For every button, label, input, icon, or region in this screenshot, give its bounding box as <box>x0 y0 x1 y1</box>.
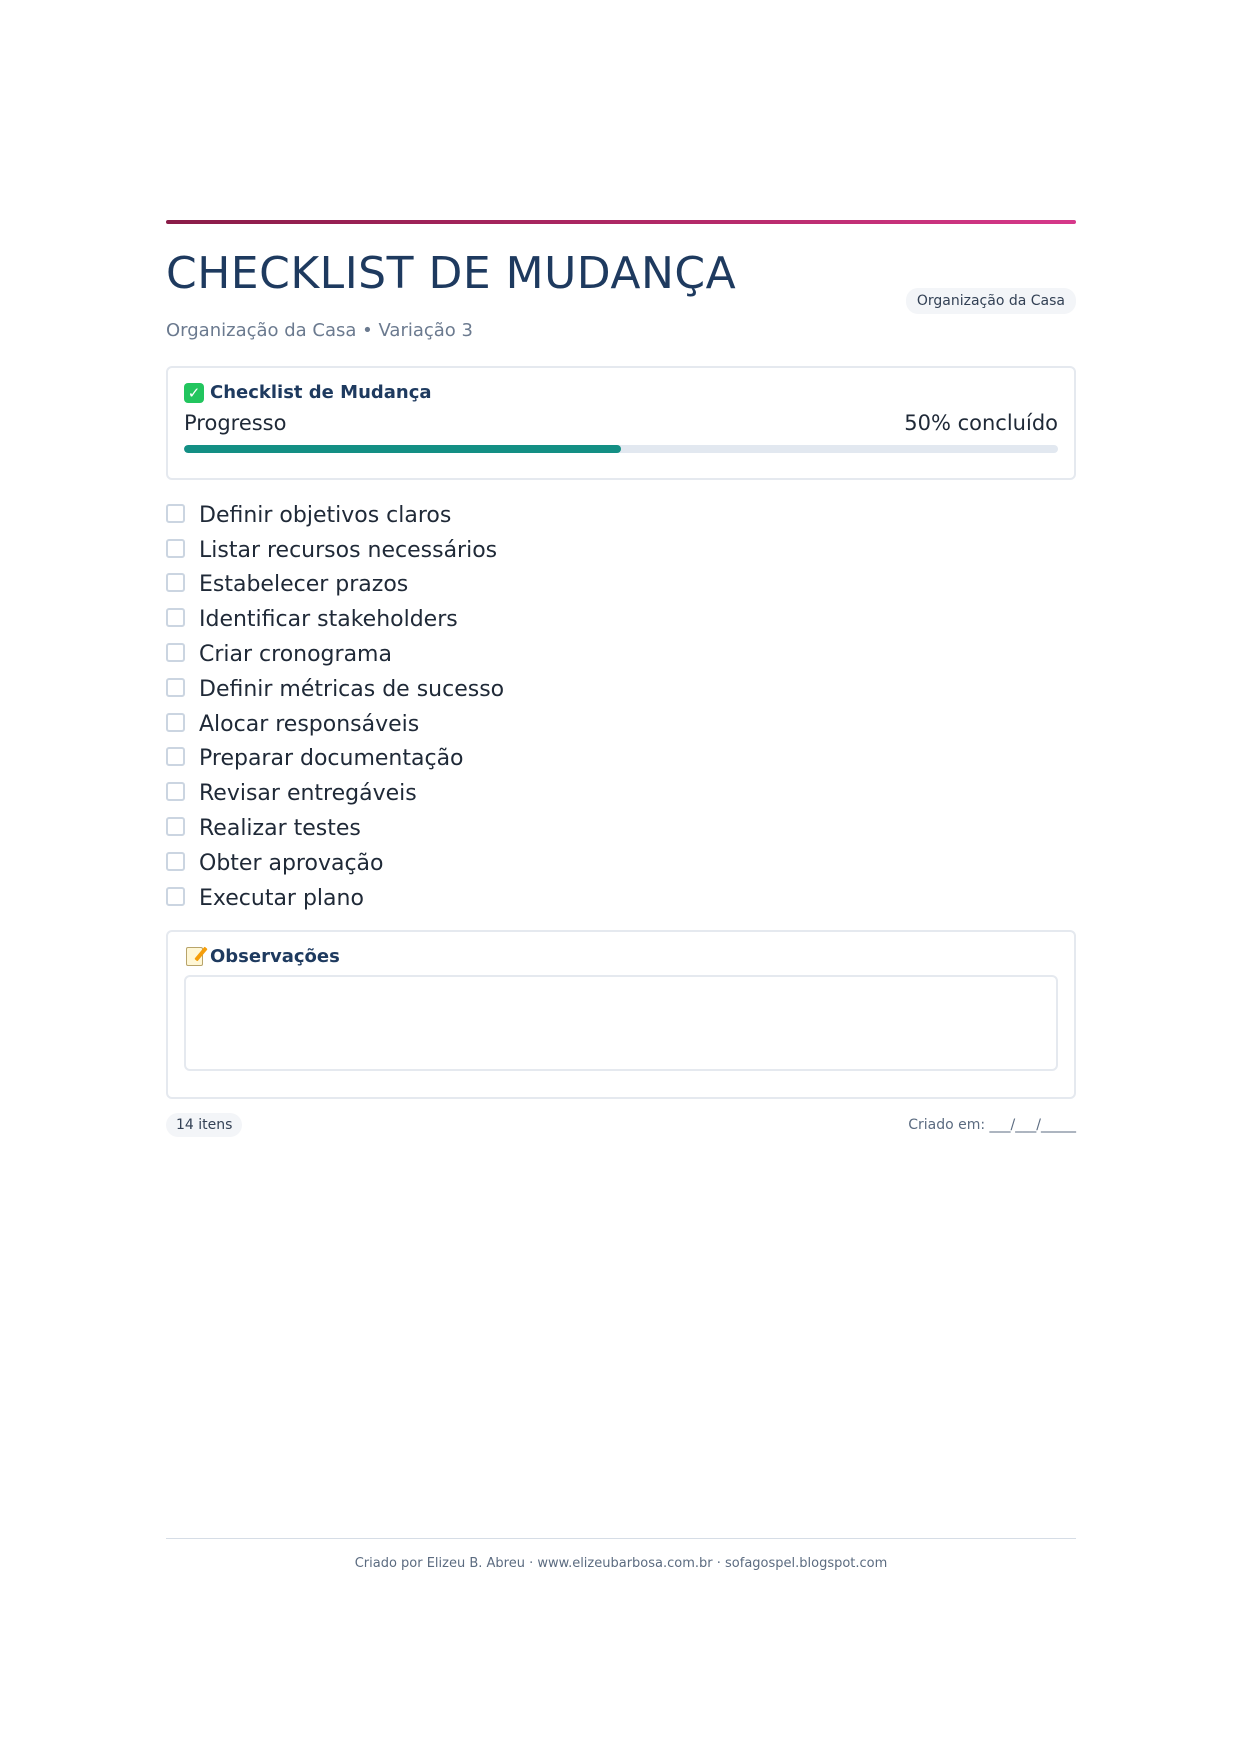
accent-rule <box>166 220 1076 224</box>
notes-card-title <box>184 946 1058 967</box>
checklist-page <box>166 220 1076 1137</box>
progress-bar <box>184 445 1058 453</box>
checklist-item[interactable] <box>166 602 1076 637</box>
checklist-item[interactable] <box>166 707 1076 742</box>
checklist-item[interactable] <box>166 672 1076 707</box>
notes-title-text: Observações <box>210 945 340 967</box>
checklist-item-label: Revisar entregáveis <box>199 781 417 807</box>
notes-textarea[interactable] <box>184 975 1058 1071</box>
checklist-item[interactable] <box>166 811 1076 846</box>
checkbox[interactable] <box>166 887 185 906</box>
checklist-item[interactable] <box>166 846 1076 881</box>
checklist-item[interactable] <box>166 498 1076 533</box>
checklist-item[interactable] <box>166 637 1076 672</box>
progress-percent: 50% concluído <box>904 411 1058 435</box>
checklist-item-label: Realizar testes <box>199 816 361 842</box>
checklist-item-label: Estabelecer prazos <box>199 572 409 598</box>
progress-row <box>184 411 1058 435</box>
checklist-item[interactable] <box>166 776 1076 811</box>
checkbox[interactable] <box>166 817 185 836</box>
progress-card-title <box>184 382 1058 403</box>
checkbox[interactable] <box>166 504 185 523</box>
checkbox[interactable] <box>166 713 185 732</box>
checklist-item-label: Obter aprovação <box>199 850 384 876</box>
checkbox[interactable] <box>166 539 185 558</box>
progress-card-title-text: Checklist de Mudança <box>210 382 432 403</box>
created-date: Criado em: ___/___/_____ <box>908 1116 1076 1133</box>
checklist-item-label: Alocar responsáveis <box>199 711 420 737</box>
meta-row <box>166 1113 1076 1137</box>
item-count-badge: 14 itens <box>166 1113 242 1137</box>
checkbox[interactable] <box>166 852 185 871</box>
checklist-item-label: Identificar stakeholders <box>199 607 458 633</box>
checklist-item-label: Executar plano <box>199 885 364 911</box>
page-subtitle: Organização da Casa • Variação 3 <box>166 320 473 341</box>
checkbox[interactable] <box>166 782 185 801</box>
page-title: CHECKLIST DE MUDANÇA <box>166 248 737 299</box>
footer-divider <box>166 1538 1076 1539</box>
checkbox[interactable] <box>166 608 185 627</box>
checklist <box>166 498 1076 916</box>
progress-label: Progresso <box>184 411 287 435</box>
check-mark-icon: ✓ <box>184 383 204 403</box>
checklist-item[interactable] <box>166 881 1076 916</box>
checklist-item-label: Criar cronograma <box>199 642 392 668</box>
checkbox[interactable] <box>166 573 185 592</box>
document-header <box>166 248 1076 340</box>
progress-card <box>166 366 1076 480</box>
checklist-item[interactable] <box>166 742 1076 777</box>
footer-credit: Criado por Elizeu B. Abreu · www.elizeubarbosa.com.br · sofagospel.blogspot.com <box>354 1556 888 1571</box>
checkbox[interactable] <box>166 678 185 697</box>
category-tag: Organização da Casa <box>906 288 1076 314</box>
checklist-item-label: Listar recursos necessários <box>199 537 498 563</box>
progress-bar-fill <box>184 445 621 453</box>
checklist-item-label: Definir objetivos claros <box>199 502 452 528</box>
checklist-item[interactable] <box>166 568 1076 603</box>
checkbox[interactable] <box>166 747 185 766</box>
checklist-item-label: Preparar documentação <box>199 746 464 772</box>
checklist-item[interactable] <box>166 533 1076 568</box>
checklist-item-label: Definir métricas de sucesso <box>199 676 505 702</box>
checkbox[interactable] <box>166 643 185 662</box>
memo-icon <box>184 946 204 966</box>
notes-card <box>166 930 1076 1099</box>
